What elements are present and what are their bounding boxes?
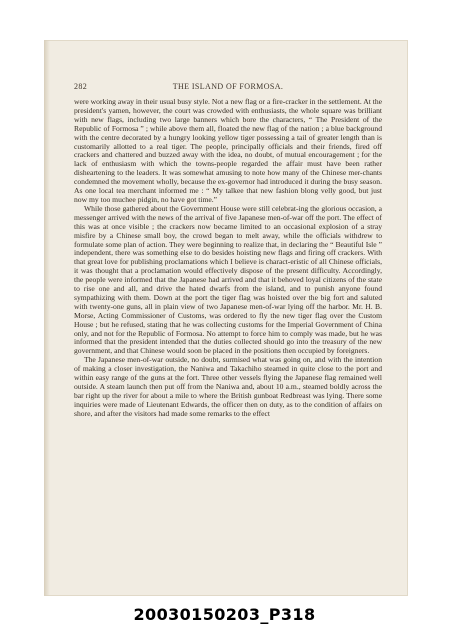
paragraph-1: were working away in their usual busy style. Not a new flag or a fire-cracker in the settlement. At the president's yamen, however, the court was crowded with enthusiasts, the whole square was brilliant with new flags, including two large banners which bore the characters, “ The President of the Republic of Formosa ” ; while above them all, floated the new flag of the nation ; a blue background with the centre decorated by a hungry looking yellow tiger possessing a tail of greater length than is customarily allotted to a real tiger. The people, principally officials and their friends, fired off crackers and chattered and buzzed away with the idea, no doubt, of mutual encouragement ; for the lack of enthusiasm with which the towns-people regarded the affair must have been rather disheartening to the leaders. It was somewhat amusing to note how many of the Chinese mer-chants condemned the movement wholly, because the ex-governor had introduced it during the busy season. As one local tea merchant informed me : “ My talkee that new fashion blong velly good, but just now my too muchee pidgin, no have got time.” — [74, 97, 382, 204]
image-caption: 20030150203_P318 — [133, 605, 316, 624]
running-title: THE ISLAND OF FORMOSA. — [172, 82, 284, 91]
page-number: 282 — [74, 82, 88, 91]
binding-shadow — [44, 40, 50, 596]
body-text — [74, 98, 382, 419]
page-photo — [44, 40, 408, 596]
paragraph-2: While those gathered about the Government House were still celebrat-ing the glorious occasion, a messenger arrived with the news of the arrival of five Japanese men-of-war off the port. The effect of this was at once visible ; the crackers now became limited to an occasional explosion of a stray misfire by a Chinese small boy, the crowd began to melt away, while the officials withdrew to formulate some plan of action. They were beginning to realize that, in declaring the “ Beautiful Isle ” independent, there was something else to do besides hoisting new flags and firing off crackers. With that great love for publishing proclamations which I believe is charact-eristic of all Chinese officials, it was thought that a proclamation would effectively dispose of the present difficulty. Accordingly, the people were informed that the Japanese had arrived and that it behoved loyal citizens of the state to rise one and all, and drive the hated dwarfs from the island, and to punish anyone found sympathizing with them. Down at the port the tiger flag was hoisted over the big fort and saluted with twenty-one guns, all in plain view of two Japanese men-of-war lying off the harbor. Mr. H. B. Morse, Acting Commissioner of Customs, was ordered to fly the new tiger flag over the Custom House ; but he refused, stating that he was collecting customs for the Imperial Government of China only, and not for the Republic of Formosa. No attempt to force him to comply was made, but he was informed that the president intended that the duties collected should go into the treasury of the new government, and that Chinese would soon be placed in the positions then occupied by foreigners. — [74, 203, 382, 356]
page-header — [74, 82, 382, 94]
paragraph-3: The Japanese men-of-war outside, no doubt, surmised what was going on, and with the intention of making a closer investigation, the Naniwa and Takachiho steamed in quite close to the port and within easy range of the guns at the fort. Three other vessels flying the Japanese flag remained well outside. A steam launch then put off from the Naniwa and, about 10 a.m., steamed boldly across the bar right up the river for about a mile to where the British gunboat Redbreast was lying. There some inquiries were made of Lieutenant Edwards, the officer then on duty, as to the condition of affairs on shore, and after the visitors had made some remarks to the effect — [74, 355, 382, 418]
